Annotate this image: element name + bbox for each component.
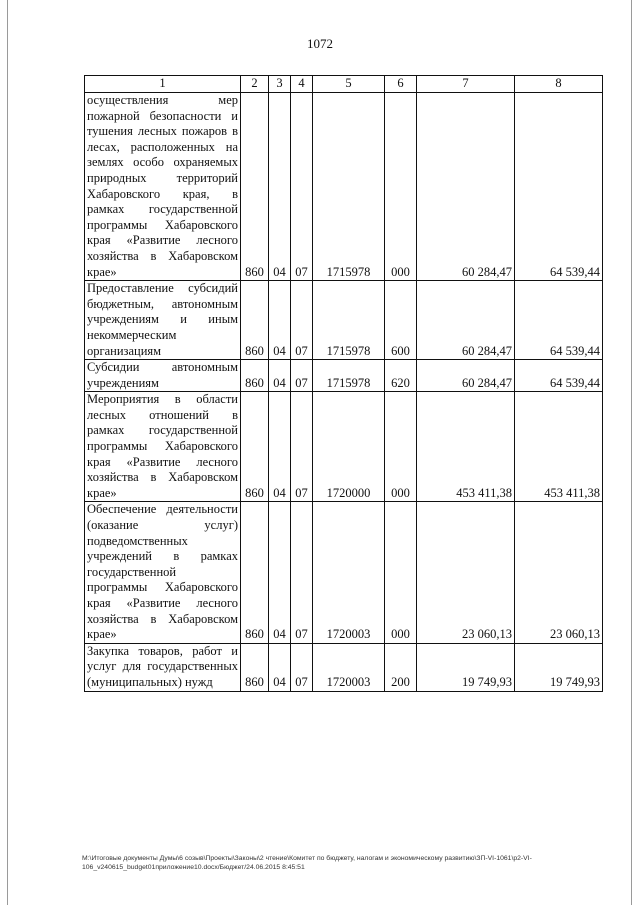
scan-edge-line	[7, 0, 8, 905]
row-c5: 1715978	[313, 360, 385, 392]
row-c3: 04	[269, 643, 291, 691]
row-c7: 23 060,13	[417, 502, 515, 643]
row-c3: 04	[269, 392, 291, 502]
document-footer-path: M:\Итоговые документы Думы\6 созыв\Проекты\Законы\2 чтение\Комитет по бюджету, налогам и экономическому развитию\ЗП-VI-1061\р2-VI-106_v240615_budget01приложение10.docx/Бюджет/24.06.2015 8:45:51	[82, 855, 532, 871]
row-c7: 60 284,47	[417, 360, 515, 392]
row-c3: 04	[269, 281, 291, 360]
row-c4: 07	[291, 392, 313, 502]
row-c8: 64 539,44	[515, 360, 603, 392]
row-c8: 453 411,38	[515, 392, 603, 502]
row-c7: 453 411,38	[417, 392, 515, 502]
row-c6: 600	[385, 281, 417, 360]
table-header-row	[85, 76, 603, 93]
row-c3: 04	[269, 502, 291, 643]
row-name: осуществления мер пожарной безопасности и тушения лесных пожаров в лесах, расположенных на землях особо охраняемых природных территорий Хабаровского края, в рамках государственной программы Хабаровского края «Развитие лесного хозяйства в Хабаровском крае»	[85, 93, 241, 281]
table-row	[85, 360, 603, 392]
row-c5: 1715978	[313, 281, 385, 360]
header-col-1: 1	[85, 76, 241, 93]
row-c2: 860	[241, 360, 269, 392]
row-c5: 1720003	[313, 502, 385, 643]
table-row	[85, 502, 603, 643]
row-c4: 07	[291, 281, 313, 360]
row-c5: 1720003	[313, 643, 385, 691]
header-col-7: 7	[417, 76, 515, 93]
row-c6: 000	[385, 392, 417, 502]
row-c2: 860	[241, 502, 269, 643]
row-c6: 000	[385, 502, 417, 643]
row-name: Мероприятия в области лесных отношений в рамках государственной программы Хабаровского края «Развитие лесного хозяйства в Хабаровском крае»	[85, 392, 241, 502]
row-c2: 860	[241, 93, 269, 281]
row-c6: 620	[385, 360, 417, 392]
row-c3: 04	[269, 360, 291, 392]
row-name: Обеспечение деятельности (оказание услуг) подведомственных учреждений в рамках государственной программы Хабаровского края «Развитие лесного хозяйства в Хабаровском крае»	[85, 502, 241, 643]
row-c8: 19 749,93	[515, 643, 603, 691]
table-row	[85, 643, 603, 691]
row-c5: 1715978	[313, 93, 385, 281]
header-col-5: 5	[313, 76, 385, 93]
scan-edge-line	[631, 0, 632, 905]
row-c7: 60 284,47	[417, 281, 515, 360]
row-name: Закупка товаров, работ и услуг для государственных (муниципальных) нужд	[85, 643, 241, 691]
page-number: 1072	[307, 36, 333, 51]
header-col-6: 6	[385, 76, 417, 93]
budget-table	[84, 75, 603, 692]
row-c2: 860	[241, 392, 269, 502]
row-c4: 07	[291, 360, 313, 392]
row-c8: 64 539,44	[515, 281, 603, 360]
row-c8: 64 539,44	[515, 93, 603, 281]
row-c4: 07	[291, 93, 313, 281]
row-c7: 60 284,47	[417, 93, 515, 281]
row-name: Предоставление субсидий бюджетным, автономным учреждениям и иным некоммерческим организациям	[85, 281, 241, 360]
table-row	[85, 93, 603, 281]
header-col-2: 2	[241, 76, 269, 93]
row-c4: 07	[291, 643, 313, 691]
row-c5: 1720000	[313, 392, 385, 502]
row-name: Субсидии автономным учреждениям	[85, 360, 241, 392]
row-c8: 23 060,13	[515, 502, 603, 643]
header-col-4: 4	[291, 76, 313, 93]
row-c2: 860	[241, 643, 269, 691]
row-c2: 860	[241, 281, 269, 360]
row-c4: 07	[291, 502, 313, 643]
header-col-8: 8	[515, 76, 603, 93]
table-row	[85, 392, 603, 502]
row-c3: 04	[269, 93, 291, 281]
row-c7: 19 749,93	[417, 643, 515, 691]
row-c6: 000	[385, 93, 417, 281]
row-c6: 200	[385, 643, 417, 691]
table-row	[85, 281, 603, 360]
header-col-3: 3	[269, 76, 291, 93]
